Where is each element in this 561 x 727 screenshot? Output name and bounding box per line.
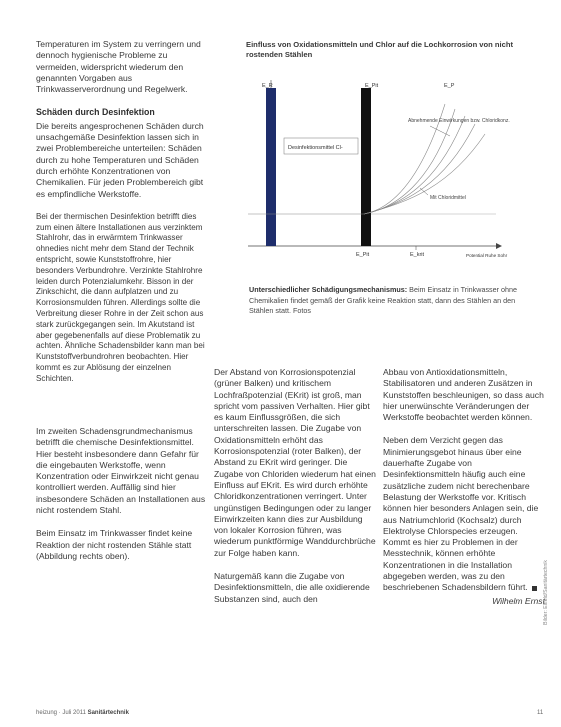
column-3	[383, 367, 545, 607]
box-label: Desinfektionsmittel Cl-	[288, 145, 343, 151]
corrosion-diagram	[240, 74, 518, 274]
page-number: 11	[537, 710, 544, 716]
ep-label: E_R	[262, 83, 273, 89]
paragraph: Im zweiten Schadensgrundmechanismus betrifft die chemische Desinfektionsmittel. Hier besteht insbesondere dann Gefahr für die eingebauten Werkstoffe, wenn Konzentration oder Einwirkzeit nicht genau kontrolliert werden. Auffällig sind hier insbesondere Schäden an Installationen aus nicht rostendem Stahl.	[36, 426, 206, 516]
paragraph: Abbau von Antioxidationsmitteln, Stabilisatoren und anderen Zusätzen in Kunststoffen beschleunigen, so dass auch hier unerwünschte Veränderungen der Werkstoffe beobachtet werden können.	[383, 367, 544, 423]
caption-text: Beim Einsatz in Trinkwasser ohne Chemikalien findet gemäß der Grafik keine Reaktion statt, dann des Stählen an den Stählen statt. Fotos	[249, 285, 518, 315]
paragraph: Bei der thermischen Desinfektion betrifft dies zum einen ältere Installationen aus verzinktem Stahlrohr, das in erwärmtem Trinkwasser ohnedies nicht mehr dem Stand der Technik entspricht, sowie Kunststoffrohre, hier besonders Verbundrohre. Verzinkte Stahlrohre leiden durch Potenzialumkehr. Bisson in der Zinkschicht, die dann aufplatzen und zu Korrosionsmulden führen. Allerdings sollte die Verbreitung dieser Rohre in der Zeit schon aus stark zurückgegangen sein. Im Akutstand ist aber gegebenenfalls auf diese Problematik zu achten. Ähnliche Schadensbilder kann man bei Kunststoffverbundrohren beobachten. Hier kommt es zur Ablösung der einzelnen Schichten.	[36, 211, 205, 383]
section-heading: Schäden durch Desinfektion	[36, 107, 155, 118]
column-1	[36, 39, 207, 397]
paragraph: Neben dem Verzicht gegen das Minimierungsgebot hinaus über eine dauerhafte Zugabe von Desinfektionsmitteln häufig auch eine zusätzliche zudem nicht berechenbare Belastung der Werkstoffe vor. Kritisch können hier besonders Anlagen sein, die aus Natriumchlorid (Kochsalz) durch Elektrolyse Chlorspecies erzeugen. Kommt es hier zu Problemen in der Messtechnik, können erhöhte Konzentrationen in die Installation abgegeben werden, was zu den beschriebenen Schadensbildern führt.	[383, 435, 539, 593]
footer	[36, 710, 129, 716]
column-1-continued	[36, 426, 207, 574]
paragraph: Naturgemäß kann die Zugabe von Desinfektionsmitteln, die alle oxidierende Substanzen sind, auch den	[214, 571, 370, 604]
blue-bar	[266, 88, 276, 246]
x-axis-arrow	[496, 243, 502, 249]
annot-bottom: Mit Chloridmittel	[430, 195, 466, 201]
figure-title: Einfluss von Oxidationsmitteln und Chlor auf die Lochkorrosion von nicht rostenden Stählen	[246, 40, 514, 59]
figure-caption	[249, 285, 521, 317]
footer-issue: heizung · Juli 2011	[36, 710, 86, 716]
intro-paragraph: Temperaturen im System zu verringern und dennoch hygienische Probleme zu vermeiden, widerspricht wiederum den genannten Vorgaben aus Trinkwasserverordnung und Regelwerk.	[36, 39, 201, 95]
paragraph: Der Abstand von Korrosionspotenzial (grüner Balken) und kritischem Lochfraßpotenzial (EKrit) ist groß, man spricht vom passiven Verhalten. Hier gibt es kaum Einflussgrößen, die sich unterschreiten lassen. Die Zugabe von Oxidationsmitteln erhöht das Korrosionspotenzial (roter Balken), der Abstand zu EKrit wird geringer. Die Zugabe von Chloriden wiederum hat einen Einfluss auf EKrit. Es wird durch erhöhte Chloridkonzentrationen verringert. Unter ungünstigen Bedingungen oder zu langer Einwirkzeiten kann dies zur Ausbildung von lokaler Korrosion führen, was wiederum punktförmige Wanddurchbrüche zur Folge haben kann.	[214, 367, 376, 558]
erpr-label: Potential Ruhe Sohr	[466, 253, 508, 258]
epit-label: E_Pit	[365, 83, 379, 89]
column-2	[214, 367, 376, 617]
epit-bottom: E_Pit	[356, 252, 370, 258]
paragraph: Beim Einsatz im Trinkwasser findet keine Reaktion der nicht rostenden Stähle statt (Abbildung rechts oben).	[36, 528, 193, 561]
black-bar	[361, 88, 371, 246]
paragraph: Die bereits angesprochenen Schäden durch unsachgemäße Desinfektion lassen sich in zwei Problembereiche unterteilen: Schäden durch zu hohe Temperaturen und Schäden durch erhöhte Konzentrationen von Chemikalien. Für jeden Problembereich gibt es empfindliche Werkstoffe.	[36, 120, 204, 199]
end-mark	[532, 586, 537, 591]
p-label: E_P	[444, 83, 455, 89]
caption-bold: Unterschiedlicher Schädigungsmechanismus:	[249, 285, 408, 294]
annot-top: Abnehmende Einwirkungen bzw. Chloridkonz.	[408, 118, 510, 124]
ekrit-label: E_krit	[410, 252, 425, 258]
photo-credit: Bilder: Eltfeld/Sanitärtechnik	[543, 560, 549, 625]
author: Wilhelm Ernst	[492, 595, 545, 606]
footer-section: Sanitärtechnik	[87, 710, 129, 716]
